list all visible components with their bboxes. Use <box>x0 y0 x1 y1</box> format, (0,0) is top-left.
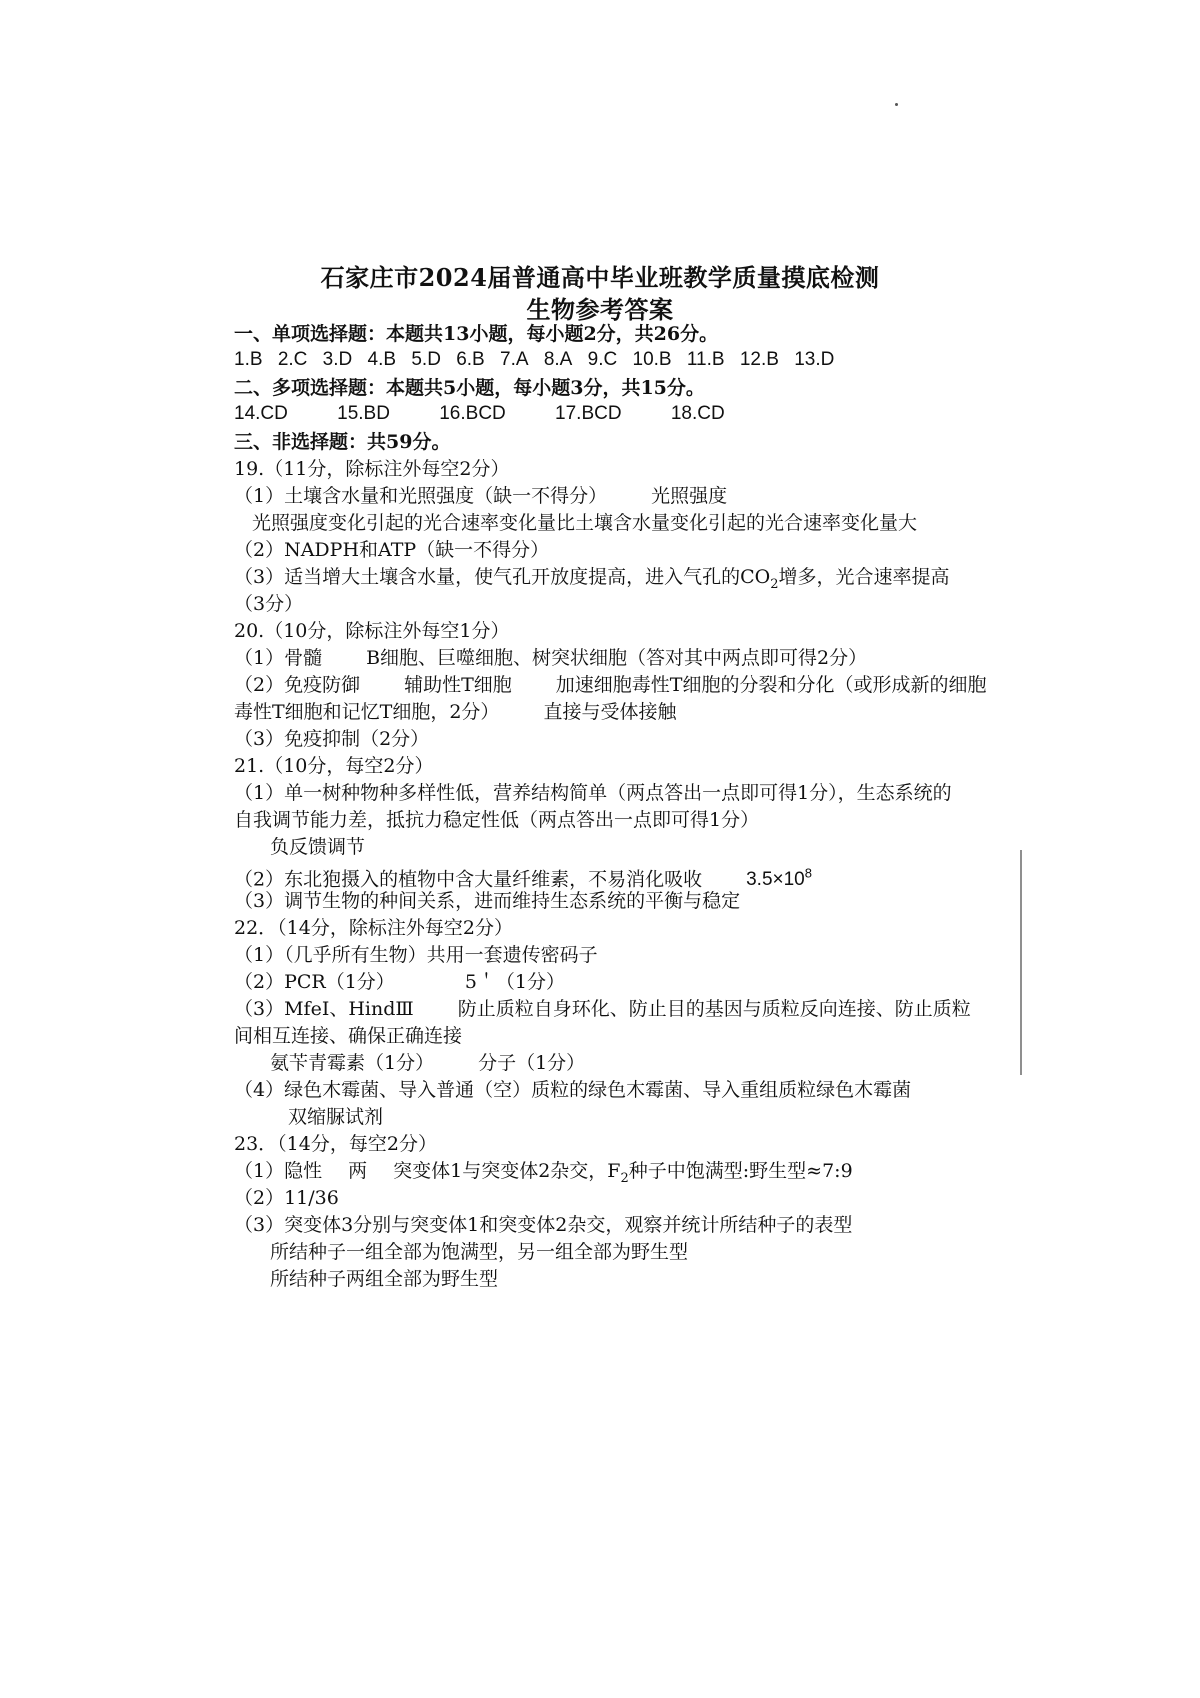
q20-answer-2c: 加速细胞毒性T细胞的分裂和分化（或形成新的细胞 <box>555 674 987 696</box>
answer-item: 9.C <box>587 349 618 370</box>
q22-answer-2 <box>234 970 565 994</box>
q20-answer-3: （3）免疫抑制（2分） <box>234 728 430 750</box>
q22-answer-3c: 间相互连接、确保正确连接 <box>234 1025 463 1047</box>
q20-answer-2e: 直接与受体接触 <box>543 701 677 723</box>
q22-answer-3e: 分子（1分） <box>478 1052 586 1074</box>
section2-heading: 二、多项选择题：本题共5小题，每小题3分，共15分。 <box>234 377 705 399</box>
answer-item: 14.CD <box>234 403 288 424</box>
q21-answer-1b: 自我调节能力差，抵抗力稳定性低（两点答出一点即可得1分） <box>234 809 760 831</box>
answer-item: 3.D <box>322 349 353 370</box>
q21-answer-2b-exponent: 8 <box>804 866 812 881</box>
page-subtitle: 生物参考答案 <box>526 295 674 324</box>
q19-answer-1 <box>234 484 727 508</box>
q19-header: 19.（11分，除标注外每空2分） <box>234 458 510 480</box>
answer-item: 12.B <box>739 349 779 370</box>
q22-answer-4b: 双缩脲试剂 <box>288 1106 384 1128</box>
section2-answers <box>234 402 769 426</box>
section1-heading: 一、单项选择题：本题共13小题，每小题2分，共26分。 <box>234 323 719 345</box>
q19-answer-3-subscript: 2 <box>770 576 779 592</box>
answer-item: 15.BD <box>337 403 390 424</box>
answer-item: 6.B <box>456 349 485 370</box>
q19-answer-3-text: （3）适当增大土壤含水量，使气孔开放度提高，进入气孔的CO <box>234 566 771 588</box>
answer-item: 11.B <box>686 349 725 370</box>
answer-item: 7.A <box>500 349 529 370</box>
answer-item: 4.B <box>367 349 397 370</box>
q21-answer-2b <box>746 866 812 891</box>
q19-answer-1b: 光照强度 <box>651 485 728 507</box>
scan-artifact-line <box>1020 850 1022 1075</box>
q19-answer-3-text-end: 增多，光合速率提高 <box>778 566 950 588</box>
q19-answer-3 <box>234 565 950 597</box>
answer-item: 1.B <box>234 349 263 370</box>
page-title: 石家庄市2024届普通高中毕业班教学质量摸底检测 <box>320 263 880 292</box>
answer-item: 18.CD <box>670 403 725 424</box>
q23-answer-2: （2）11/36 <box>234 1187 339 1209</box>
q21-answer-3: （3）调节生物的种间关系，进而维持生态系统的平衡与稳定 <box>234 890 741 912</box>
q20-answer-2d: 毒性T细胞和记忆T细胞，2分） <box>234 701 500 723</box>
scan-speck <box>895 103 898 106</box>
q22-header: 22．（14分，除标注外每空2分） <box>234 917 513 939</box>
q21-answer-2b-base: 3.5×10 <box>746 869 805 891</box>
q20-answer-2 <box>234 673 986 697</box>
q21-answer-1c: 负反馈调节 <box>270 836 366 858</box>
q21-answer-2a: （2）东北狍摄入的植物中含大量纤维素，不易消化吸收 <box>234 868 703 891</box>
q22-answer-3-extra <box>270 1051 585 1075</box>
q23-header: 23．（14分，每空2分） <box>234 1133 437 1155</box>
answer-item: 16.BCD <box>439 403 506 424</box>
answer-item: 5.D <box>411 349 441 370</box>
q23-answer-1c: 突变体1与突变体2杂交，F <box>393 1160 621 1182</box>
q22-answer-2b: 5＇（1分） <box>464 971 565 993</box>
q23-answer-1b: 两 <box>348 1160 368 1182</box>
q23-answer-3c: 所结种子两组全部为野生型 <box>270 1268 499 1290</box>
answer-item: 17.BCD <box>555 403 622 424</box>
q20-answer-2-cont <box>234 700 676 724</box>
q20-answer-1b: B细胞、巨噬细胞、树突状细胞（答对其中两点即可得2分） <box>366 647 868 669</box>
answer-item: 13.D <box>794 349 835 370</box>
q22-answer-4a: （4）绿色木霉菌、导入普通（空）质粒的绿色木霉菌、导入重组质粒绿色木霉菌 <box>234 1079 912 1101</box>
section1-answers <box>234 348 844 372</box>
answer-item: 2.C <box>277 349 308 370</box>
q21-answer-2 <box>234 862 812 892</box>
q20-answer-2a: （2）免疫防御 <box>234 674 361 696</box>
q22-answer-3a: （3）MfeⅠ、HindⅢ <box>234 998 414 1020</box>
q22-answer-1: （1）（几乎所有生物）共用一套遗传密码子 <box>234 944 598 966</box>
q23-answer-3b: 所结种子一组全部为饱满型，另一组全部为野生型 <box>270 1241 689 1263</box>
q22-answer-2a: （2）PCR（1分） <box>234 971 395 993</box>
q19-answer-1c: 光照强度变化引起的光合速率变化量比土壤含水量变化引起的光合速率变化量大 <box>252 512 918 534</box>
q19-answer-1a: （1）土壤含水量和光照强度（缺一不得分） <box>234 485 608 507</box>
q22-answer-3 <box>234 997 971 1021</box>
answer-item: 8.A <box>543 349 573 370</box>
q22-answer-3b: 防止质粒自身环化、防止目的基因与质粒反向连接、防止质粒 <box>457 998 971 1020</box>
q19-answer-2: （2）NADPH和ATP（缺一不得分） <box>234 539 550 561</box>
q23-answer-1c-subscript: 2 <box>620 1170 629 1186</box>
q19-answer-3-score: （3分） <box>234 593 304 615</box>
q21-answer-1a: （1）单一树种物种多样性低，营养结构简单（两点答出一点即可得1分），生态系统的 <box>234 782 952 804</box>
q20-answer-1a: （1）骨髓 <box>234 647 323 669</box>
section3-heading: 三、非选择题：共59分。 <box>234 431 451 453</box>
q20-answer-1 <box>234 646 867 670</box>
answer-item: 10.B <box>632 349 672 370</box>
q20-answer-2b: 辅助性T细胞 <box>404 674 512 696</box>
q22-answer-3d: 氨苄青霉素（1分） <box>270 1052 435 1074</box>
q23-answer-3a: （3）突变体3分别与突变体1和突变体2杂交，观察并统计所结种子的表型 <box>234 1214 853 1236</box>
q23-answer-1a: （1）隐性 <box>234 1160 323 1182</box>
q23-answer-1c-end: 种子中饱满型:野生型≈7:9 <box>628 1160 853 1182</box>
q20-header: 20.（10分，除标注外每空1分） <box>234 620 510 642</box>
q21-header: 21.（10分，每空2分） <box>234 755 434 777</box>
